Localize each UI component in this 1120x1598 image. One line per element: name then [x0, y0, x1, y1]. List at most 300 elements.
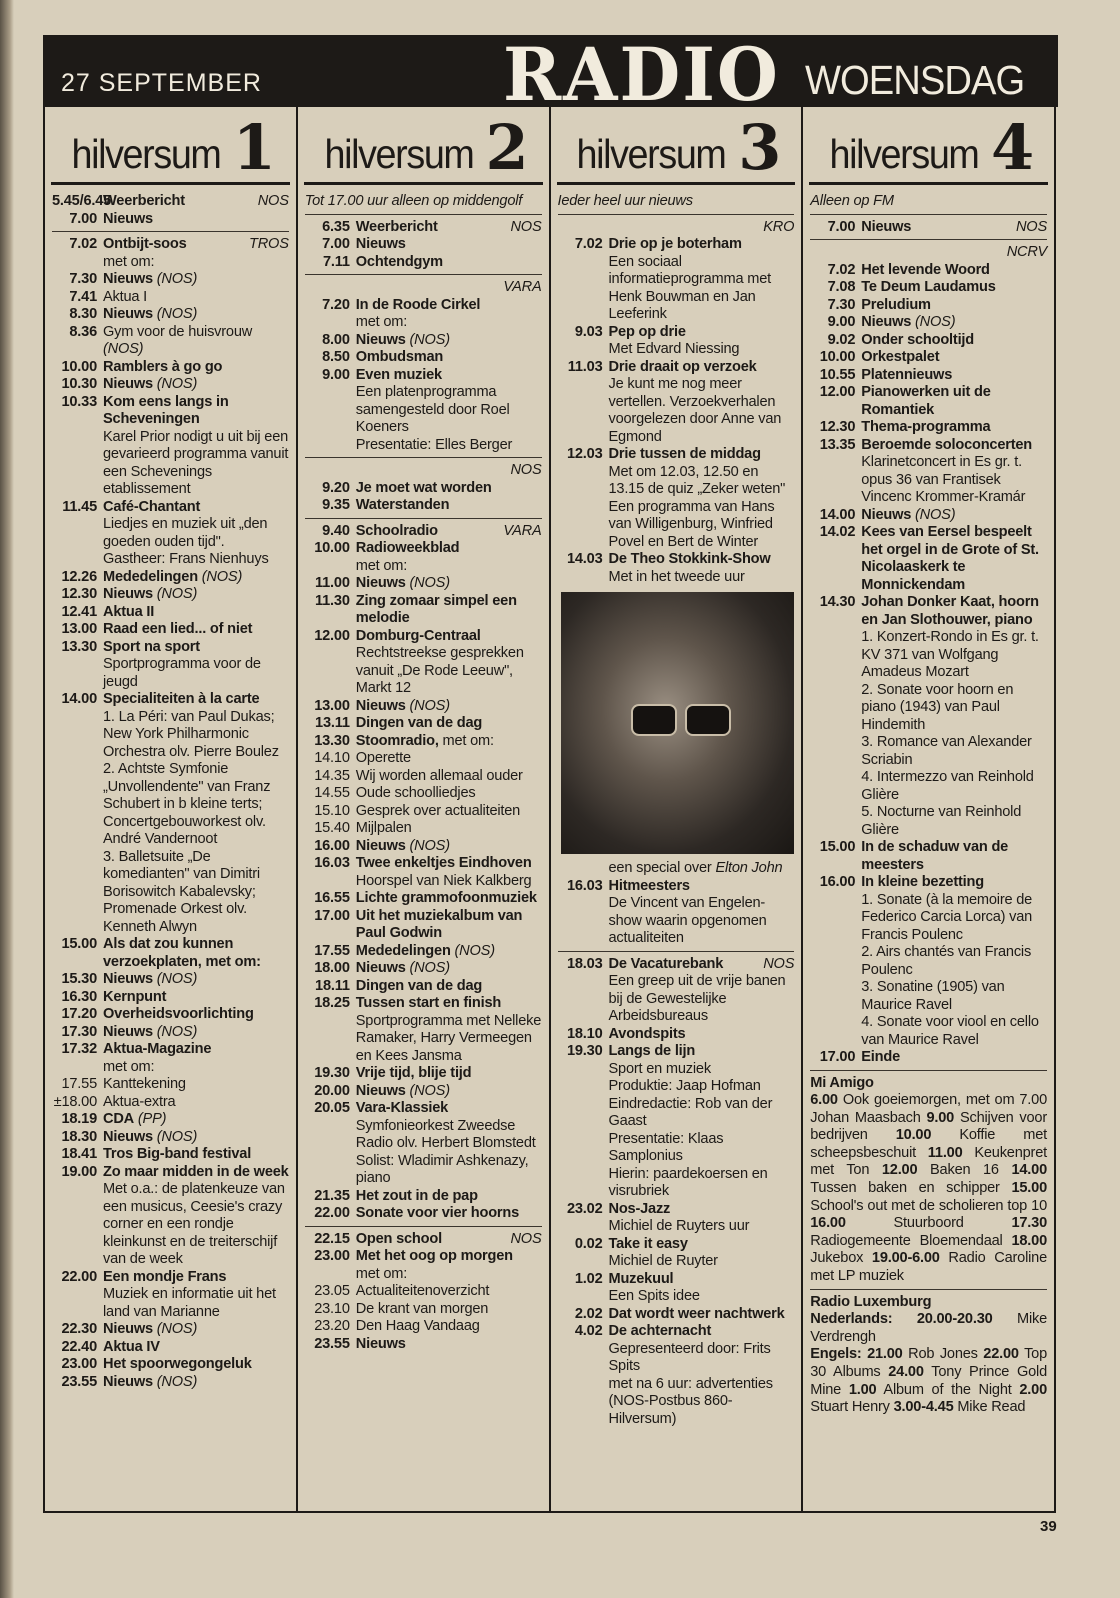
program-time: 17.32 [61, 1041, 97, 1057]
program-time: 12.30 [61, 586, 97, 602]
segment-time: 14.00 [1011, 1162, 1047, 1179]
program-time: 23.55 [314, 1335, 350, 1352]
program-body [609, 1271, 795, 1306]
program-body [356, 995, 542, 1065]
program-entry [810, 507, 1047, 525]
program-time: 7.30 [827, 296, 856, 313]
program-entry [52, 1269, 289, 1322]
program-entry [558, 1236, 795, 1271]
program-entry [305, 820, 542, 838]
segment-text: Jukebox [810, 1250, 872, 1267]
time-spacer [558, 860, 609, 878]
program-entry [305, 628, 542, 698]
program-time: 16.03 [314, 855, 350, 871]
program-time: 22.30 [61, 1321, 97, 1337]
program-body [103, 306, 289, 324]
broadcaster-tag: (NOS) [156, 271, 198, 287]
program-entry [810, 279, 1047, 297]
segment-text: Radio Caroline met LP muziek [810, 1250, 1048, 1285]
program-time: 7.30 [69, 271, 97, 287]
program-time: 13.11 [315, 715, 350, 731]
program-title: Raad een lied... of niet [103, 621, 253, 637]
station-number: 2 [485, 111, 529, 184]
program-body [356, 1301, 542, 1319]
program-time: 18.30 [61, 1128, 97, 1145]
program-entry [810, 332, 1047, 350]
program-entry [52, 1041, 289, 1076]
program-body [609, 956, 795, 1026]
program-body [861, 297, 1047, 315]
program-body [103, 1356, 289, 1374]
program-entry [52, 289, 289, 307]
program-description: 4. Intermezzo van Reinhold Glière [861, 769, 1034, 803]
program-title: Beroemde soloconcerten [861, 436, 1033, 453]
program-list [810, 193, 1047, 1417]
program-body [609, 1306, 795, 1324]
program-time: 17.55 [61, 1076, 97, 1092]
program-body [609, 1236, 795, 1271]
program-title: Waterstanden [355, 497, 450, 513]
program-description: Presentatie: Elles Berger [355, 436, 513, 453]
program-description: met om: [103, 1058, 155, 1075]
program-body [103, 1094, 289, 1112]
program-time: 10.00 [61, 358, 97, 375]
program-time: 16.00 [819, 874, 856, 890]
program-entry [305, 943, 542, 961]
program-title: Wij worden allemaal ouder [355, 767, 523, 784]
program-title: Even muziek [355, 366, 442, 383]
program-description: Sport en muziek [608, 1060, 711, 1077]
header-title: RADIO [503, 30, 780, 119]
program-entry [52, 569, 289, 587]
program-body [861, 219, 1047, 237]
segment-text: Keukenpret met Ton [810, 1144, 1047, 1179]
program-entry [52, 971, 289, 989]
program-time: 7.00 [322, 236, 350, 252]
program-entry [52, 1321, 289, 1339]
program-title: De krant van morgen [355, 1300, 489, 1317]
program-title: Kernpunt [103, 988, 167, 1005]
segment-time: 16.00 [810, 1215, 846, 1232]
program-time: 7.11 [322, 253, 350, 270]
section-title: Radio Luxemburg [810, 1293, 932, 1310]
program-description: 2. Achtste Symfonie „Unvollendente" van Franz Schubert in b kleine terts; Concertgebouworkest olv. André Vandernoot [103, 761, 271, 847]
program-body [103, 394, 289, 499]
program-title: Aktua-Magazine [103, 1041, 212, 1057]
program-body [356, 1283, 542, 1301]
program-body [609, 359, 795, 447]
program-body [356, 803, 542, 821]
station-column-hilversum-1 [45, 107, 298, 1511]
program-title: Thema-programma [861, 419, 991, 435]
program-body [103, 1129, 289, 1147]
program-title: Open school [355, 1230, 442, 1247]
program-time: 8.30 [69, 306, 97, 322]
program-body [103, 1006, 289, 1024]
program-time: 4.02 [574, 1323, 603, 1339]
program-title: Drie draait op verzoek [608, 358, 757, 375]
program-body [356, 1318, 542, 1336]
program-description: 3. Sonatine (1905) van Maurice Ravel [861, 979, 1005, 1013]
program-entry [558, 551, 795, 586]
program-time: 22.40 [61, 1338, 97, 1355]
program-entry [305, 750, 542, 768]
program-time: 14.10 [314, 750, 350, 766]
program-time: 7.02 [827, 261, 856, 278]
segment-time: 24.00 [888, 1364, 924, 1380]
segment-text: Tony Prince Gold Mine [810, 1364, 1047, 1398]
program-time: 15.00 [819, 839, 856, 855]
segment-time: 12.00 [881, 1162, 918, 1179]
program-title: Aktua II [103, 603, 155, 620]
segment-time: 6.00 [810, 1092, 838, 1109]
program-body [356, 540, 542, 575]
program-title: Operette [355, 750, 411, 766]
program-title: Stoomradio, [355, 732, 439, 749]
program-entry [52, 1146, 289, 1164]
program-body [609, 878, 795, 948]
program-entry [52, 193, 289, 211]
program-entry [52, 236, 289, 271]
program-body [103, 1041, 289, 1076]
program-time: 9.00 [827, 314, 856, 330]
program-entry [305, 497, 542, 515]
program-entry [305, 540, 542, 575]
program-title: Ramblers à go go [103, 358, 223, 375]
segment-time: Nederlands: 20.00-20.30 [810, 1311, 993, 1328]
station-heading [557, 107, 796, 185]
program-description: 1. La Péri: van Paul Dukas; New York Philharmonic Orchestra olv. Pierre Boulez [103, 708, 279, 760]
program-entry [305, 785, 542, 803]
program-time: 11.00 [315, 575, 350, 591]
program-description: 2. Airs chantés van Francis Poulenc [861, 944, 1032, 978]
program-time: 23.55 [61, 1373, 97, 1390]
caption-lead: een special over [608, 860, 716, 876]
station-name: hilversum [576, 131, 726, 177]
program-title: Mijlpalen [355, 820, 412, 836]
broadcaster-tag: (NOS) [915, 314, 956, 330]
program-time: 15.30 [61, 971, 97, 987]
program-entry [810, 297, 1047, 315]
program-time: 14.03 [566, 551, 603, 567]
program-entry [52, 376, 289, 394]
segment-time: 19.00-6.00 [871, 1250, 940, 1267]
program-title: Nieuws [103, 971, 153, 987]
program-entry [810, 419, 1047, 437]
program-entry [558, 956, 795, 1026]
program-body [609, 1026, 795, 1044]
program-entry [305, 890, 542, 908]
radio-listings-page [43, 30, 1056, 1513]
program-body [356, 715, 542, 733]
station-heading [304, 107, 543, 185]
broadcaster-tag: (NOS) [915, 506, 956, 523]
program-title: Te Deum Laudamus [861, 279, 996, 295]
program-body [356, 750, 542, 768]
program-time: 13.30 [314, 732, 350, 749]
segment-time: 10.00 [895, 1127, 932, 1144]
program-entry [305, 698, 542, 716]
program-entry [305, 855, 542, 890]
program-title: Kees van Eersel bespeelt het orgel in de Grote of St. Nicolaaskerk te Monnickendam [861, 524, 1039, 593]
program-time: 9.03 [574, 323, 603, 340]
program-body [356, 838, 542, 856]
program-body [103, 1024, 289, 1042]
program-title: Hitmeesters [608, 877, 690, 894]
program-body [103, 1076, 289, 1094]
station-heading [809, 107, 1048, 185]
program-title: Domburg-Centraal [355, 627, 481, 644]
program-description: 1. Konzert-Rondo in Es gr. t. KV 371 van Wolfgang Amadeus Mozart [861, 629, 1039, 680]
program-time: 7.02 [69, 236, 97, 252]
program-title: Langs de lijn [608, 1043, 696, 1059]
program-time: 11.45 [62, 498, 97, 515]
program-entry [558, 1323, 795, 1428]
program-description: Michiel de Ruyter [608, 1253, 718, 1269]
broadcaster-tag: (NOS) [156, 1128, 198, 1145]
program-time: 19.30 [566, 1043, 603, 1059]
program-title: Drie op je boterham [608, 236, 742, 252]
program-description: Een platenprogramma samengesteld door Roel Koeners [355, 384, 510, 435]
program-body [356, 254, 542, 272]
program-title: Nieuws [103, 1128, 153, 1145]
program-entry [52, 1006, 289, 1024]
program-title: Kanttekening [103, 1076, 186, 1092]
program-entry [52, 211, 289, 229]
program-entry [52, 1356, 289, 1374]
program-title: Het levende Woord [861, 261, 990, 278]
program-time: 14.30 [819, 594, 856, 610]
program-list [52, 193, 289, 1391]
broadcaster: NOS [510, 1230, 542, 1247]
program-entry [305, 254, 542, 272]
program-body [103, 1164, 289, 1269]
program-title: Drie tussen de middag [608, 446, 761, 462]
program-entry [52, 604, 289, 622]
program-title: Twee enkeltjes Eindhoven [355, 855, 532, 871]
program-time: 14.00 [61, 691, 97, 707]
program-entry [52, 306, 289, 324]
sunglasses-shape [631, 704, 731, 732]
program-entry [52, 989, 289, 1007]
program-description: Een programma van Hans van Willigenburg, Winfried Povel en Bert de Winter [608, 498, 775, 550]
program-body [356, 890, 542, 908]
program-title: Met het oog op morgen [355, 1248, 513, 1264]
program-time: 21.35 [314, 1187, 350, 1204]
program-time: 18.03 [566, 955, 603, 972]
program-body [103, 193, 289, 211]
program-entry [52, 1129, 289, 1147]
program-title: De Theo Stokkink-Show [608, 551, 771, 567]
program-description: 1. Sonate (à la memoire de Federico Carcia Lorca) van Francis Poulenc [861, 891, 1033, 943]
program-description: Met in het tweede uur [608, 568, 745, 585]
program-title: Vrije tijd, blije tijd [355, 1065, 472, 1081]
program-title: Mededelingen [103, 568, 198, 585]
program-entry [305, 1065, 542, 1083]
program-entry [305, 523, 542, 541]
program-entry [305, 297, 542, 332]
program-title: Tussen start en finish [355, 995, 502, 1011]
program-entry [810, 219, 1047, 237]
program-body [356, 1083, 542, 1101]
program-body [356, 768, 542, 786]
program-title: Nieuws [355, 331, 406, 348]
program-body [356, 497, 542, 515]
program-entry [810, 367, 1047, 385]
program-body [356, 236, 542, 254]
program-title: Specialiteiten à la carte [103, 691, 260, 707]
station-columns [45, 107, 1054, 1511]
divider [558, 214, 795, 215]
program-description: Symfonieorkest Zweedse Radio olv. Herbert Blomstedt [355, 1117, 536, 1151]
page-number: 39 [1040, 1518, 1057, 1535]
program-entry [305, 838, 542, 856]
program-entry [305, 1083, 542, 1101]
program-entry [558, 878, 795, 948]
program-entry [52, 1024, 289, 1042]
program-entry [305, 733, 542, 751]
station-number: 1 [232, 111, 276, 184]
program-body [356, 575, 542, 593]
segment-time: Engels: 21.00 [810, 1346, 903, 1363]
broadcaster-tag: (NOS) [156, 1023, 198, 1040]
photo-elton-john [561, 592, 795, 854]
broadcaster-tag: (NOS) [454, 942, 495, 959]
station-number: 4 [991, 111, 1035, 184]
segment-time: 17.30 [1011, 1215, 1047, 1232]
program-title: Nieuws [355, 1082, 406, 1099]
program-body [861, 1049, 1047, 1067]
program-title: Nieuws [355, 236, 406, 252]
program-title: Avondspits [608, 1025, 686, 1042]
program-body [356, 978, 542, 996]
program-time: 23.05 [314, 1283, 350, 1299]
program-time: 11.03 [567, 358, 603, 375]
program-body [356, 1231, 542, 1249]
header-date: 27 SEPTEMBER [61, 69, 262, 97]
program-time: 2.02 [574, 1305, 603, 1322]
broadcast-note: Tot 17.00 uur alleen op middengolf [304, 193, 523, 209]
program-entry [558, 1026, 795, 1044]
program-body [356, 820, 542, 838]
program-body [356, 1188, 542, 1206]
program-entry [305, 1248, 542, 1283]
program-description: Muziek en informatie uit het land van Marianne [103, 1286, 276, 1320]
program-entry [305, 1336, 542, 1354]
program-title: Een mondje Frans [103, 1268, 227, 1285]
program-body [103, 569, 289, 587]
program-description: 4. Sonate voor viool en cello van Maurice Ravel [861, 1014, 1039, 1048]
program-list [305, 193, 542, 1353]
program-body [103, 936, 289, 971]
station-column-hilversum-3 [551, 107, 804, 1511]
program-time: 18.11 [315, 977, 350, 994]
program-title: Zing zomaar simpel een melodie [355, 592, 517, 626]
program-entry [52, 271, 289, 289]
program-title: Nieuws [103, 1023, 153, 1040]
program-title: Onder schooltijd [861, 331, 974, 348]
program-body [861, 332, 1047, 350]
program-title: Orkestpalet [861, 349, 940, 365]
program-time: 19.00 [61, 1163, 97, 1180]
program-title: De achternacht [608, 1323, 712, 1339]
program-description: Liedjes en muziek uit „den goeden ouden tijd". Gastheer: Frans Nienhuys [103, 516, 269, 567]
program-time: 5.45/6.45 [52, 193, 112, 209]
program-title: Zo maar midden in de week [103, 1163, 289, 1180]
magazine-binding-edge [0, 0, 14, 1598]
program-title: Aktua-extra [103, 1093, 176, 1110]
program-title: Take it easy [608, 1235, 688, 1252]
program-body [609, 1201, 795, 1236]
station-number: 3 [738, 111, 782, 184]
program-entry [810, 524, 1047, 594]
program-body [861, 419, 1047, 437]
program-time: 9.40 [322, 522, 350, 539]
program-body [103, 499, 289, 569]
program-body [356, 855, 542, 890]
program-title: Aktua IV [103, 1338, 160, 1355]
broadcast-note: Alleen op FM [810, 193, 894, 209]
program-time: 12.00 [819, 384, 856, 400]
program-entry [810, 384, 1047, 419]
program-entry [305, 332, 542, 350]
schedule-section-mi-amigo [810, 1075, 1047, 1286]
segment-text: Ook goeiemorgen, met om 7.00 Johan Maasbach [810, 1092, 1047, 1126]
program-entry [52, 1111, 289, 1129]
program-entry [52, 1076, 289, 1094]
program-time: 15.40 [314, 820, 350, 836]
program-time: 7.00 [69, 210, 97, 227]
program-body [609, 551, 795, 586]
program-time: 17.55 [314, 942, 350, 959]
program-time: 23.10 [314, 1300, 350, 1317]
program-entry [558, 1271, 795, 1306]
program-description: Eindredactie: Rob van der Gaast [608, 1095, 773, 1129]
segment-text: Schijven voor bedrijven [810, 1109, 1047, 1144]
program-time: 14.00 [819, 506, 856, 523]
program-time: 17.20 [61, 1006, 97, 1022]
divider [810, 1289, 1047, 1290]
program-title: Den Haag Vandaag [355, 1318, 480, 1334]
program-time: 18.25 [314, 995, 350, 1011]
program-time: 16.03 [566, 877, 603, 894]
program-body [356, 698, 542, 716]
program-time: 20.05 [314, 1100, 350, 1116]
broadcaster-tag: (NOS) [156, 586, 198, 602]
program-title: Nieuws [861, 218, 912, 235]
program-title: Pep op drie [608, 323, 686, 340]
program-time: 10.30 [61, 376, 97, 392]
program-description: 3. Romance van Alexander Scriabin [861, 734, 1032, 768]
divider [810, 239, 1047, 240]
program-time: 10.33 [61, 393, 97, 410]
program-description: Een sociaal informatieprogramma met Henk Bouwman en Jan Leeferink [608, 253, 771, 322]
program-body [609, 1323, 795, 1428]
program-title: Nieuws [103, 306, 153, 322]
program-title: Het spoorwegongeluk [103, 1356, 252, 1372]
program-entry [558, 1306, 795, 1324]
segment-text: Koffie met scheepsbeschuit [810, 1127, 1047, 1161]
program-time: 16.30 [61, 988, 97, 1005]
program-description: met om: [355, 1265, 408, 1282]
program-time: 12.30 [819, 419, 856, 435]
program-body [103, 324, 289, 359]
program-time: 11.30 [315, 592, 350, 609]
program-title: Overheidsvoorlichting [103, 1006, 254, 1022]
segment-text: School's out met de scholieren top 10 [810, 1197, 1047, 1214]
program-entry [305, 960, 542, 978]
program-body [103, 691, 289, 936]
